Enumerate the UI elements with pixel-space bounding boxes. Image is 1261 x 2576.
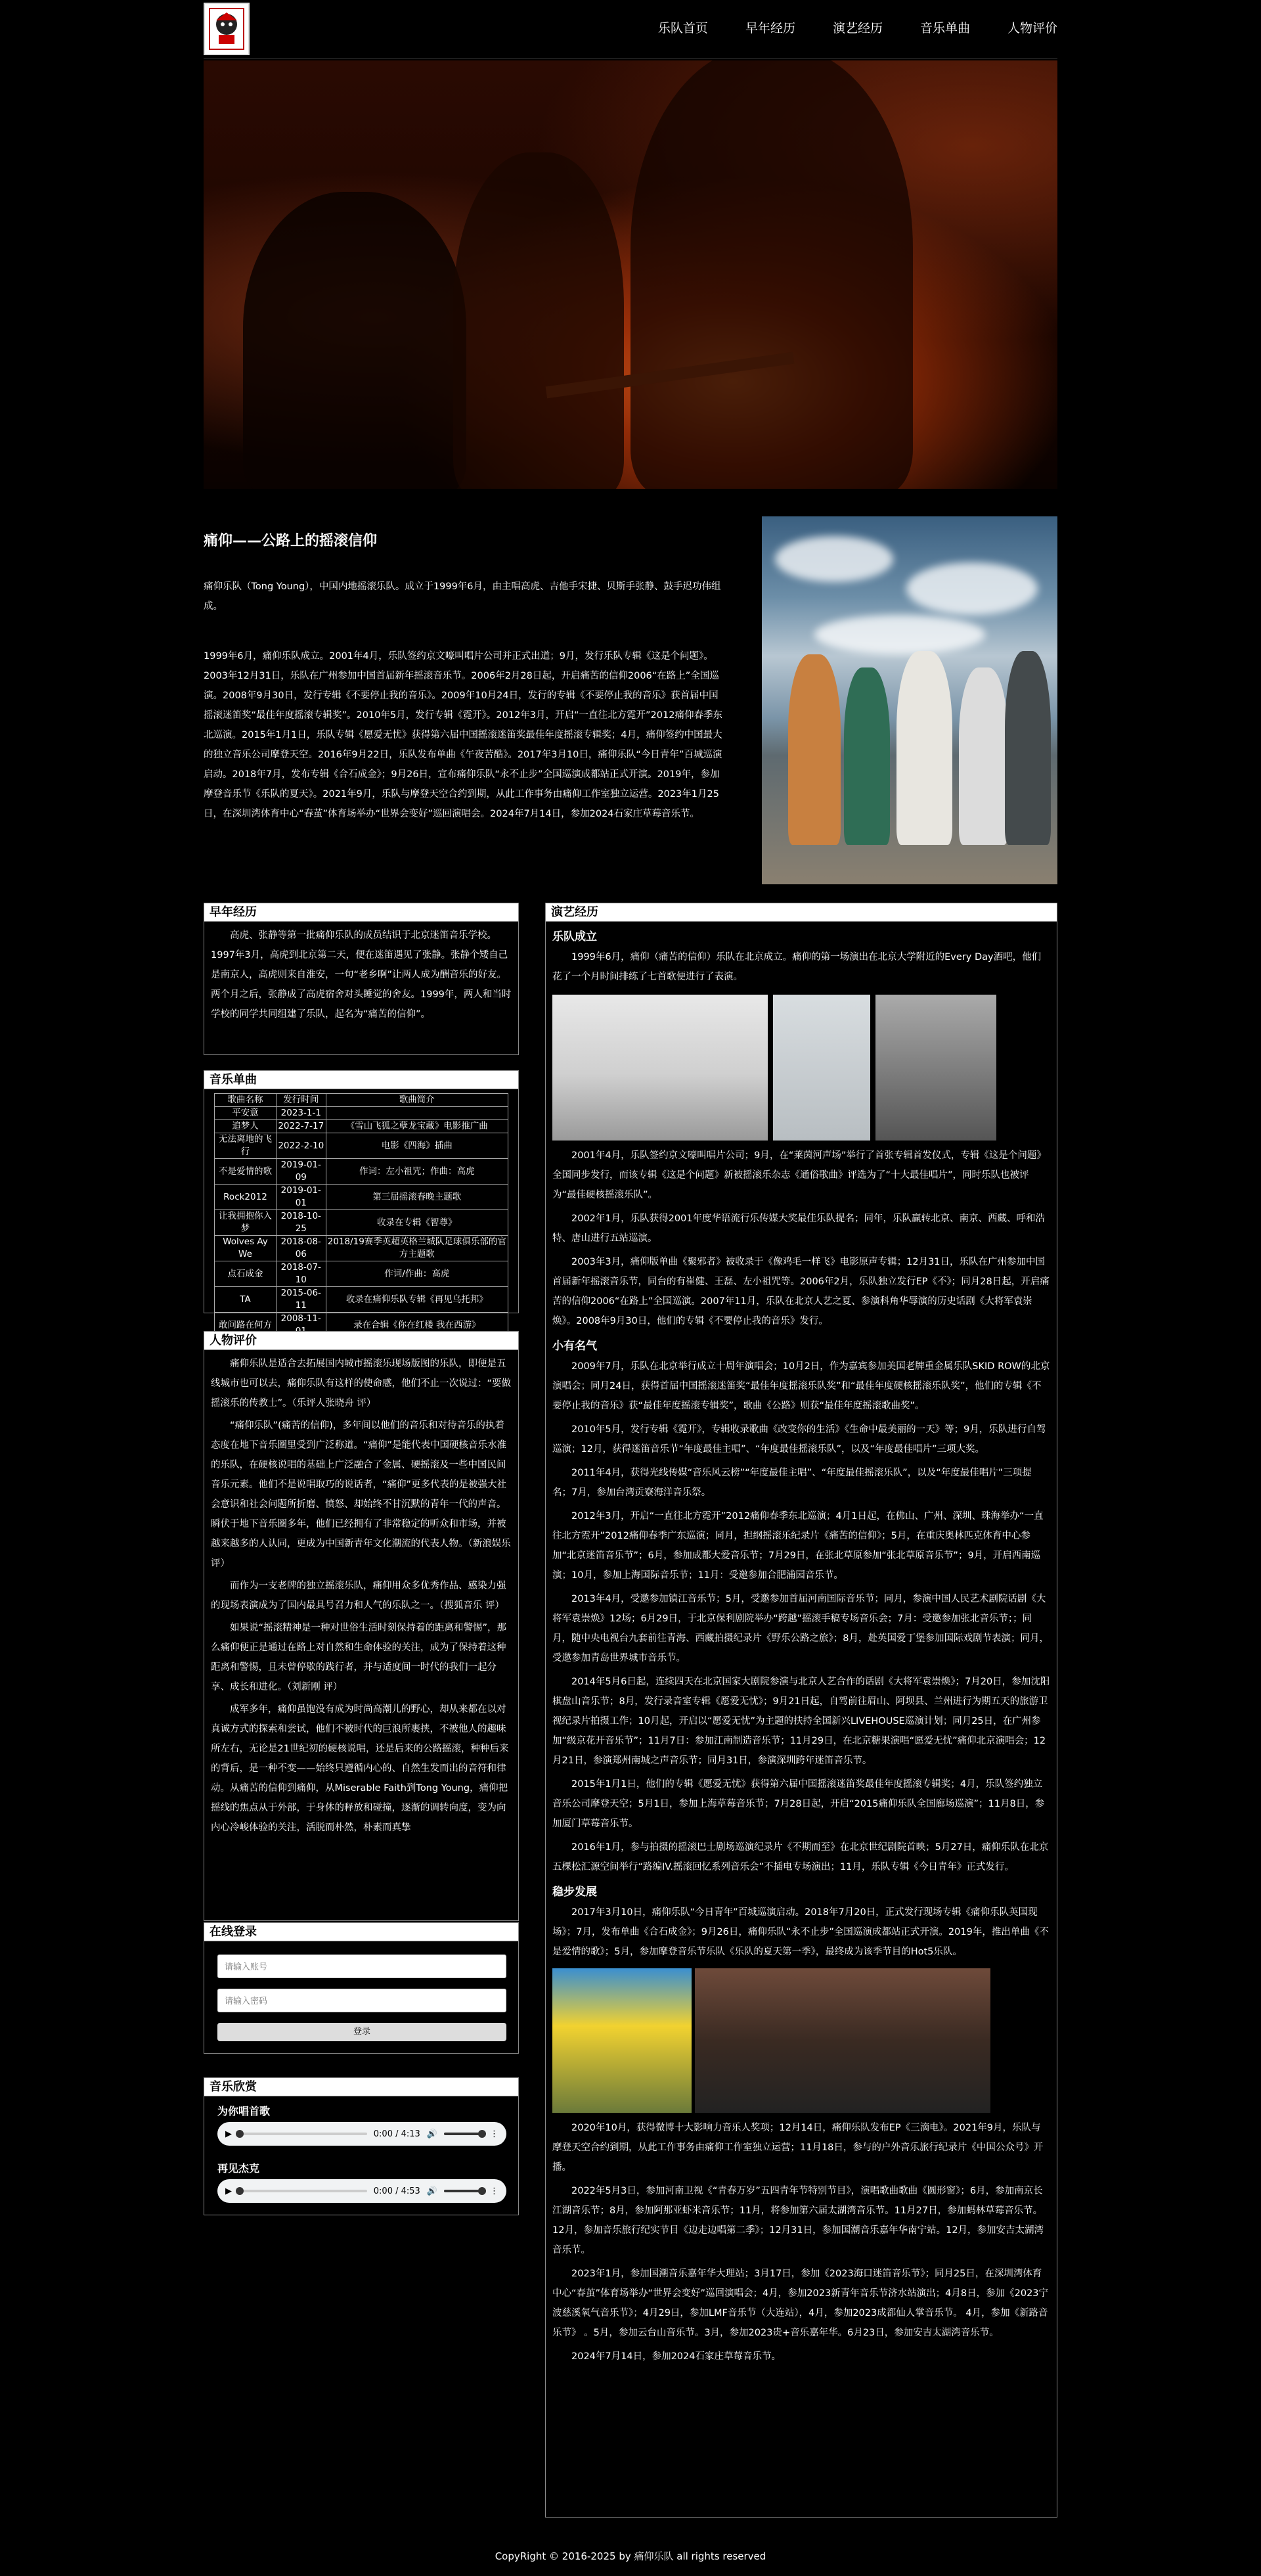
nav-early[interactable]: 早年经历 [745, 21, 795, 35]
career-para: 1999年6月，痛仰（痛苦的信仰）乐队在北京成立。痛仰的第一场演出在北京大学附近的Every Day酒吧，他们花了一个月时间排练了七首歌便进行了表演。 [552, 952, 1042, 982]
nav-career[interactable]: 演艺经历 [832, 21, 883, 35]
review-para: 成军多年，痛仰虽饱没有成为时尚高潮儿的野心，却从来都在以对真诚方式的探索和尝试，他们不被时代的巨浪所裹挟，不被他人的趣味所左右，无论是21世纪初的硬核说唱，还是后来的公路摇滚，种种后来的背后，是一种不变——始终只遵循内心的、自然生发而出的音符和律动。从痛苦的信仰到痛仰，从Miserable Faith到Tong Young，痛仰把摇线的焦点从于外部，于身体的释放和碰撞，逐渐的调转向度，变为向内心冷峻体验的关注，活脱而朴然，朴素而真挚 [211, 1704, 509, 1833]
volume-slider[interactable] [444, 2190, 483, 2192]
progress-bar[interactable] [238, 2133, 367, 2135]
band-logo[interactable] [204, 3, 250, 55]
photo-person [788, 654, 841, 845]
song-date: 2015-06-11 [276, 1287, 326, 1313]
photo-person [896, 651, 952, 845]
song-desc: 2018/19赛季英超英格兰城队足球俱乐部的官方主题歌 [326, 1236, 508, 1261]
footer-copyright: CopyRight © 2016-2025 by 痛仰乐队 all rights reserved [495, 2550, 766, 2562]
career-title: 演艺经历 [546, 903, 1057, 922]
early-box [204, 903, 519, 1055]
career-para: 2016年1月，参与拍摄的摇滚巴士剧场巡演纪录片《不期而至》在北京世纪剧院首映；5月27日，痛仰乐队在北京五棵松汇源空间举行“路编IV.摇滚回忆系列音乐会”不插电专场演出；11月，乐队专辑《今日青年》正式发行。 [552, 1842, 1049, 1872]
song-desc: 电影《四海》插曲 [326, 1133, 508, 1159]
header [204, 0, 1057, 59]
career-para: 2017年3月10日，痛仰乐队“今日青年”百城巡演启动。2018年7月20日，正式发行现场专辑《痛仰乐队英国现场》；7月，发布单曲《合石成金》；9月26日，痛仰乐队“永不止步”全国巡演成都站正式开演。2019年，推出单曲《不是爱情的歌》；5月，参加摩登音乐节乐队《乐队的夏天第一季》，最终成为该季节目的Hot5乐队。 [552, 1907, 1049, 1957]
progress-bar[interactable] [238, 2190, 367, 2192]
intro-title: 痛仰——公路上的摇滚信仰 [204, 533, 378, 549]
review-para: “痛仰乐队”(痛苦的信仰)，多年间以他们的音乐和对待音乐的执着态度在地下音乐圈里受到广泛称道。“痛仰”是能代表中国硬核音乐水准的乐队，在硬核说唱的基础上广泛融合了金属、硬摇滚及一些中国民间音乐元素。他们不是说唱取巧的说话者，“痛仰”更多代表的是被强大社会意识和社会问题所折磨、愤怒、却始终不甘沉默的青年一代的声音。瞬伏于地下音乐圈多年，他们已经拥有了非常稳定的听众和市场，并被越来越多的人认同，更成为中国新青年文化潮流的代表人物。（新浪娱乐 评） [211, 1420, 511, 1569]
login-button[interactable]: 登录 [217, 2023, 506, 2041]
song-row [215, 1210, 508, 1236]
hero-figure-left [243, 192, 466, 489]
career-para: 2010年5月，发行专辑《霓开》，专辑收录歌曲《改变你的生活》《生命中最美丽的一天》等；9月，乐队进行自驾巡演；12月，获得迷笛音乐节“年度最佳主唱”、“年度最佳摇滚乐队”，以及“年度最佳唱片”三项大奖。 [552, 1424, 1046, 1455]
photo-person [959, 667, 1008, 845]
nav-home[interactable]: 乐队首页 [657, 21, 708, 35]
photo-cloud [775, 536, 893, 582]
song-date: 2018-10-25 [276, 1210, 326, 1236]
song-date: 2018-07-10 [276, 1261, 326, 1287]
early-title: 早年经历 [204, 903, 518, 922]
song-date: 2023-1-1 [276, 1107, 326, 1120]
review-box [204, 1331, 519, 1921]
song-date: 2018-08-06 [276, 1236, 326, 1261]
songs-title: 音乐单曲 [204, 1071, 518, 1089]
review-para: 痛仰乐队是适合去拓展国内城市摇滚乐现场版图的乐队，即便是五线城市也可以去，痛仰乐队有这样的使命感，他们不止一次说过：“要做摇滚乐的传教士”。（乐评人张晓舟 评） [211, 1359, 512, 1409]
music-box [204, 2077, 519, 2215]
song-desc: 《雪山飞狐之孽龙宝藏》电影推广曲 [326, 1120, 508, 1133]
song-name: Rock2012 [215, 1185, 277, 1210]
intro-lead: 痛仰乐队（Tong Young），中国内地摇滚乐队。成立于1999年6月，由主唱高虎、吉他手宋捷、贝斯手张静、鼓手迟功伟组成。 [204, 581, 721, 612]
song-name: TA [215, 1287, 277, 1313]
song-name: 不是爱情的歌 [215, 1159, 277, 1185]
audio-player[interactable] [217, 2122, 506, 2146]
career-para: 2022年5月3日，参加河南卫视《“青春万岁”五四青年节特别节目》，演唱歌曲歌曲《圆形窗》；6月，参加南京长江湖音乐节；8月，参加阿那亚虾米音乐节；11月，将参加第六届太湖湾音乐节。11月27日，参加蚂林草莓音乐节。12月，参加音乐旅行纪实节目《边走边唱第二季》；12月31日，参加国潮音乐嘉年华南宁站。12月，参加安吉太湖湾音乐节。 [552, 2186, 1044, 2255]
review-para: 而作为一支老牌的独立摇滚乐队，痛仰用众多优秀作品、感染力强的现场表演成为了国内最具号召力和人气的乐队之一。（搜狐音乐 评） [211, 1581, 506, 1611]
career-para: 2002年1月，乐队获得2001年度华语流行乐传媒大奖最佳乐队提名；同年，乐队赢转北京、南京、西藏、呼和浩特、唐山进行五站巡演。 [552, 1213, 1046, 1244]
song-name: 敢问路在何方 [215, 1313, 277, 1338]
career-photos-1 [552, 995, 1057, 1141]
career-para: 2024年7月14日，参加2024石家庄草莓音乐节。 [571, 2351, 781, 2362]
career-subheading: 乐队成立 [552, 930, 597, 943]
volume-icon[interactable]: 🔊 [426, 2129, 437, 2139]
career-subheading: 稳步发展 [552, 1886, 597, 1899]
time-readout: 0:00 / 4:53 [373, 2186, 420, 2196]
songs-table [214, 1093, 508, 1338]
career-para: 2013年4月，受邀参加镇江音乐节；5月，受邀参加首届河南国际音乐节；同月，参演中国人民艺术剧院话剧《大将军袁崇焕》12场；6月29日，于北京保利剧院举办“跨越”摇滚手稿专场音乐会；7月：受邀参加张北音乐节；；同月，随中央电视台九套前往青海、西藏拍摄纪录片《野乐公路之旅》；8月，赴英国爱丁堡参加国际戏剧节表演；同月，受邀参加青岛世界城市音乐节。 [552, 1594, 1049, 1663]
songs-box [204, 1070, 519, 1330]
career-photo [552, 1968, 692, 2113]
song-desc: 作词/作曲：高虎 [326, 1261, 508, 1287]
photo-cloud [906, 562, 1038, 615]
career-para: 2003年3月，痛仰版单曲《聚邪者》被收录于《像鸡毛一样飞》电影原声专辑；12月31日，乐队在广州参加中国首届新年摇滚音乐节，同台的有崔健、王磊、左小祖咒等。2006年2月，乐队独立发行EP《不》；同月28日起，开启痛苦的信仰2006“在路上”全国巡演。2007年11月，乐队在北京人艺之夏、参演科角华辱演的历史话剧《大将军袁崇焕》。2008年9月30日，他们的专辑《不要停止我的音乐》发行。 [552, 1257, 1050, 1326]
hero-image [204, 60, 1057, 489]
song-date: 2008-11- [276, 1313, 326, 1338]
music-title: 音乐欣赏 [204, 2078, 518, 2096]
song-date: 2022-7-17 [276, 1120, 326, 1133]
track-title: 为你唱首歌 [217, 2105, 271, 2117]
song-row [215, 1159, 508, 1185]
col-date: 发行时间 [276, 1094, 326, 1107]
career-photo [875, 995, 996, 1141]
career-para: 2011年4月，获得光线传媒“音乐风云榜”“年度最佳主唱”、“年度最佳摇滚乐队”，以及“年度最佳唱片”三项提名；7月，参加台湾贡寮海洋音乐祭。 [552, 1468, 1032, 1498]
col-name: 歌曲名称 [215, 1094, 277, 1107]
career-para: 2012年3月，开启“一直往北方霓开”2012痛仰春季东北巡演；4月1日起，在佛山、广州、深圳、珠海举办“一直往北方霓开”2012痛仰春季广东巡演；同月，担纲摇滚乐纪录片《痛苦的信仰》；5月，在重庆奥林匹克体育中心参加“北京迷笛音乐节”；6月，参加成都大爱音乐节；7月29日，在张北草原参加“张北草原音乐节”；9月，开启西南巡演；10月，参加上海国际音乐节；11月：受邀参加合肥浦园音乐节。 [552, 1511, 1044, 1581]
play-icon[interactable]: ▶ [225, 2129, 232, 2139]
song-name: 追梦人 [215, 1120, 277, 1133]
audio-player[interactable] [217, 2179, 506, 2203]
nav-songs[interactable]: 音乐单曲 [919, 21, 970, 35]
song-name: 让我拥抱你入梦 [215, 1210, 277, 1236]
photo-person [1005, 651, 1051, 845]
song-row [215, 1107, 508, 1120]
band-photo [762, 516, 1057, 884]
song-row [215, 1261, 508, 1287]
review-title: 人物评价 [204, 1332, 518, 1350]
time-readout: 0:00 / 4:13 [373, 2129, 420, 2139]
career-para: 2023年1月，参加国潮音乐嘉年华大理站；3月17日，参加《2023海口迷笛音乐节》；同月25日，在深圳湾体育中心“春茧”体育场举办“世界会变好”巡回演唱会；4月，参加2023新青年音乐节济水站演出；4月8日，参加《2023宁波慈溪氧气音乐节》；4月29日，参加LMF音乐节（大连站），4月，参加2023成都仙人掌音乐节。 4月，参加《新路音乐节》 。5月，参加云台山音乐节。3月，参加2023贵+音乐嘉年华。6月23日，参加安吉太湖湾音乐节。 [552, 2269, 1049, 2338]
password-input[interactable] [217, 1989, 506, 2012]
song-row [215, 1236, 508, 1261]
career-para: 2020年10月，获得微博十大影响力音乐人奖项；12月14日，痛仰乐队发布EP《三滴电》。2021年9月，乐队与摩登天空合约到期，从此工作事务由痛仰工作室独立运营；11月18日，参与的户外音乐旅行纪录片《中国公众号》开播。 [552, 2123, 1044, 2173]
song-row [215, 1185, 508, 1210]
song-row [215, 1133, 508, 1159]
volume-slider[interactable] [444, 2133, 483, 2135]
logo-icon [207, 6, 246, 52]
song-row [215, 1287, 508, 1313]
hero-figure-middle [453, 152, 624, 489]
career-photo [773, 995, 870, 1141]
career-photos-2 [552, 1968, 1057, 2113]
song-name: Wolves Ay We [215, 1236, 277, 1261]
review-para: 如果说“摇滚精神是一种对世俗生活时刻保持着的距离和警惕”，那么痛仰便正是通过在路上对自然和生命体验的关注，成为了保持着这种距离和警惕，且未曾停歇的践行者，并与适度间一时代的我们一起分享、成长和进化。（刘新刚 评） [211, 1623, 507, 1692]
career-para: 2015年1月1日，他们的专辑《愿爱无忧》获得第六届中国摇滚迷笛奖最佳年度摇滚专辑奖；4月，乐队签约独立音乐公司摩登天空；5月1日，参加上海草莓音乐节；7月28日起，开启“2015痛仰乐队全国廊场巡演”；11月8日，参加厦门草莓音乐节。 [552, 1779, 1045, 1829]
login-title: 在线登录 [204, 1923, 518, 1941]
early-text: 高虎、张静等第一批痛仰乐队的成员结识于北京迷笛音乐学校。1997年3月，高虎到北京第二天，便在迷笛遇见了张静。张静个矮自己是南京人，高虎则来自淮安，一句“老乡啊”让两人成为酬音乐的好友。两个月之后，张静成了高虎宿舍对头睡觉的舍友。1999年，两人和当时学校的同学共同组建了乐队，起名为“痛苦的信仰”。 [211, 930, 512, 1020]
song-desc: 收录在痛仰乐队专辑《再见乌托邦》 [326, 1287, 508, 1313]
main-nav [621, 18, 1057, 36]
username-input[interactable] [217, 1955, 506, 1978]
song-date: 2019-01-01 [276, 1185, 326, 1210]
song-name: 无法离地的飞行 [215, 1133, 277, 1159]
song-desc: 收录在专辑《智尊》 [326, 1210, 508, 1236]
play-icon[interactable]: ▶ [225, 2186, 232, 2196]
song-row [215, 1120, 508, 1133]
song-date: 2022-2-10 [276, 1133, 326, 1159]
career-para: 2014年5月6日起，连续四天在北京国家大剧院参演与北京人艺合作的话剧《大将军袁崇焕》；7月20日，参加沈阳棋盘山音乐节；8月，发行录音室专辑《愿爱无忧》；9月21日起，自驾前往眉山、阿坝县、兰州进行为期五天的旅游卫视纪录片拍摄工作；10月起，开启以“愿爱无忧”为主题的扶持全国新兴LIVEHOUSE巡演计划；同月25日，在广州参加“级京花开音乐节”；11月7日：参加江南制造音乐节；11月29日，在北京糖果演唱“愿爱无忧”痛仰北京演唱会；12月21日，参演郑州南城之声音乐节；同月31日，参演深圳跨年迷笛音乐节。 [552, 1677, 1050, 1766]
nav-review[interactable]: 人物评价 [1007, 21, 1057, 35]
song-desc [326, 1107, 508, 1120]
song-name: 点石成金 [215, 1261, 277, 1287]
login-box [204, 1922, 519, 2054]
col-desc: 歌曲简介 [326, 1094, 508, 1107]
track-title: 再见杰克 [217, 2162, 260, 2175]
song-date: 2019-01-09 [276, 1159, 326, 1185]
song-desc: 第三届摇滚春晚主题歌 [326, 1185, 508, 1210]
more-icon[interactable]: ⋮ [490, 2186, 498, 2196]
photo-person [844, 667, 890, 845]
career-subheading: 小有名气 [552, 1340, 597, 1353]
hero-figure-right [630, 60, 913, 489]
more-icon[interactable]: ⋮ [490, 2129, 498, 2139]
career-photo [695, 1968, 990, 2113]
career-para: 2009年7月，乐队在北京举行成立十周年演唱会；10月2日，作为嘉宾参加美国老牌重金属乐队SKID ROW的北京演唱会；同月24日，获得首届中国摇滚迷笛奖“最佳年度摇滚乐队奖”和“最佳年度硬核摇滚乐队奖”，他们的专辑《不要停止我的音乐》获“最佳年度摇滚专辑奖”，歌曲《公路》则获“最佳年度摇滚歌曲奖”。 [552, 1361, 1050, 1411]
photo-cloud [814, 615, 985, 654]
career-box [545, 903, 1057, 2518]
song-desc: 录在合辑《你在红楼 我在西游》 [326, 1313, 508, 1338]
intro-body: 1999年6月，痛仰乐队成立。2001年4月，乐队签约京文嚎叫唱片公司并正式出道；9月，发行乐队专辑《这是个问题》。2003年12月31日，乐队在广州参加中国首届新年摇滚音乐节。2006年2月28日起，开启痛苦的信仰2006“在路上”全国巡演。2008年9月30日，发行专辑《不要停止我的音乐》。2009年10月24日，发行的专辑《不要停止我的音乐》获首届中国摇滚迷笛奖“最佳年度摇滚专辑奖”。2010年5月，发行专辑《霓开》。2012年3月，开启“一直往北方霓开”2012痛仰春季东北巡演。2015年1月1日，乐队专辑《愿爱无忧》获得第六届中国摇滚迷笛奖最佳年度摇滚专辑奖；4月，痛仰签约中国最大的独立音乐公司摩登天空。2016年9月22日，乐队发布单曲《午夜苦酷》。2017年3月10日，痛仰乐队“今日青年”百城巡演启动。2018年7月，发布专辑《合石成金》；9月26日，宣布痛仰乐队“永不止步”全国巡演成都站正式开演。2019年，参加摩登音乐节《乐队的夏天》。2021年9月，乐队与摩登天空合约到期，从此工作事务由痛仰工作室独立运营。2023年1月25日，在深圳湾体育中心“春茧”体育场举办“世界会变好”巡回演唱会。2024年7月14日，参加2024石家庄草莓音乐节。 [204, 651, 722, 819]
volume-icon[interactable]: 🔊 [426, 2186, 437, 2196]
song-desc: 作词：左小祖咒；作曲：高虎 [326, 1159, 508, 1185]
song-name: 平安意 [215, 1107, 277, 1120]
career-photo [552, 995, 768, 1141]
career-para: 2001年4月，乐队签约京文嚎叫唱片公司；9月，在“莱茵河声场”举行了首张专辑首发仪式，专辑《这是个问题》全国同步发行，而该专辑《这是个问题》新被摇滚乐杂志《通俗歌曲》评选为了“十大最佳唱片”，同时乐队也被评为“最佳硬核摇滚乐队”。 [552, 1150, 1046, 1200]
intro-section [204, 516, 1057, 884]
